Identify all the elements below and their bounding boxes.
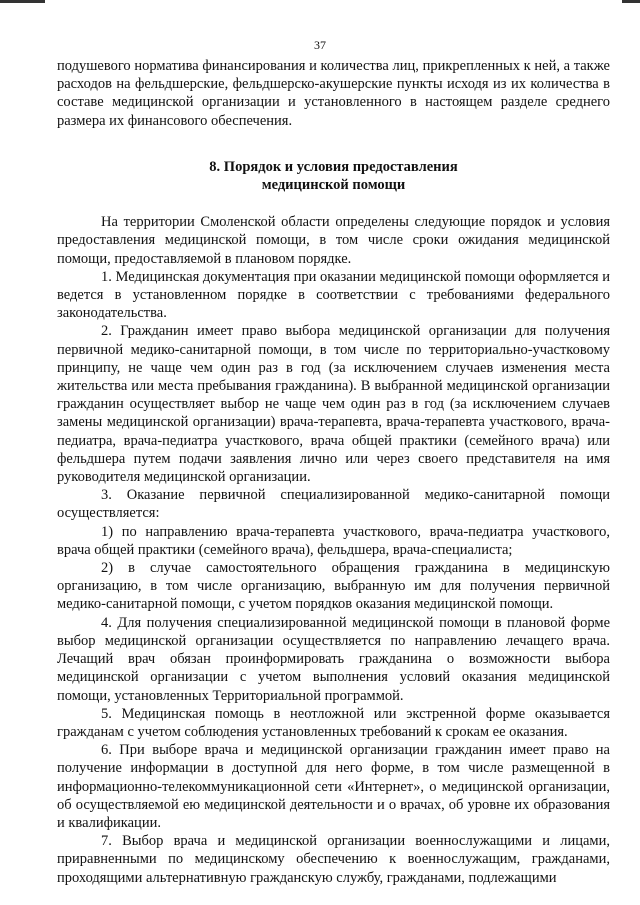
paragraph-intro: подушевого норматива финансирования и количества лиц, прикрепленных к ней, а также расходов на фельдшерские, фельдшерско-акушерские пункты исходя из их количества в составе медицинской организации и установленного в настоящем разделе среднего размера их финансового обеспечения. xyxy=(57,58,610,129)
page-number: 37 xyxy=(314,38,326,52)
paragraph-2: 2. Гражданин имеет право выбора медицинской организации для получения первичной медико-санитарной помощи, в том числе по территориально-участковому принципу, не чаще чем один раз в год (за исключением случаев изменения места жительства или места пребывания гражданина). В выбранной медицинской организации гражданин осуществляет выбор не чаще чем один раз в год (за исключением случаев замены медицинской организации) врача-терапевта, врача-терапевта участкового, врача-педиатра, врача-педиатра участкового, врача общей практики (семейного врача) или фельдшера путем подачи заявления лично или через своего представителя на имя руководителя медицинской организации. xyxy=(57,323,610,486)
scan-edge-mark-left xyxy=(0,0,45,3)
document-body xyxy=(57,57,610,887)
paragraph-7: 7. Выбор врача и медицинской организации военнослужащими и лицами, приравненными по медицинскому обеспечению к военнослужащим, гражданами, проходящими альтернативную гражданскую службу, гражданами, подлежащими xyxy=(57,833,610,886)
scan-edge-mark-right xyxy=(622,0,640,3)
paragraph-4: 4. Для получения специализированной медицинской помощи в плановой форме выбор медицинской организации осуществляется по направлению лечащего врача. Лечащий врач обязан проинформировать гражданина о возможности выбора медицинской организации с учетом выполнения условий оказания медицинской помощи, установленных Территориальной программой. xyxy=(57,614,610,704)
section-heading-line-2: медицинской помощи xyxy=(261,177,406,194)
paragraph-3-item-1: 1) по направлению врача-терапевта участкового, врача-педиатра участкового, врача общей практики (семейного врача), фельдшера, врача-специалиста; xyxy=(57,523,610,558)
paragraph-3: 3. Оказание первичной специализированной медико-санитарной помощи осуществляется: xyxy=(57,487,610,522)
paragraph-3-item-2: 2) в случае самостоятельного обращения гражданина в медицинскую организацию, в том числе организацию, выбранную им для получения первичной медико-санитарной помощи, с учетом порядков оказания медицинской помощи. xyxy=(57,560,610,613)
section-heading-line-1: 8. Порядок и условия предоставления xyxy=(209,158,458,175)
paragraph-6: 6. При выборе врача и медицинской организации гражданин имеет право на получение информации в доступной для него форме, в том числе размещенной в информационно-телекоммуникационной сети «Интернет», о медицинской организации, об осуществляемой ею медицинской деятельности и о врачах, об уровне их образования и квалификации. xyxy=(57,742,610,831)
paragraph-lead: На территории Смоленской области определены следующие порядок и условия предоставления медицинской помощи, в том числе сроки ожидания медицинской помощи, предоставляемой в плановом порядке. xyxy=(57,214,610,267)
paragraph-5: 5. Медицинская помощь в неотложной или экстренной форме оказывается гражданам с учетом соблюдения установленных требований к срокам ее оказания. xyxy=(57,705,610,740)
paragraph-1: 1. Медицинская документация при оказании медицинской помощи оформляется и ведется в установленном порядке в соответствии с требованиями федерального законодательства. xyxy=(57,268,610,322)
section-heading xyxy=(57,158,610,194)
